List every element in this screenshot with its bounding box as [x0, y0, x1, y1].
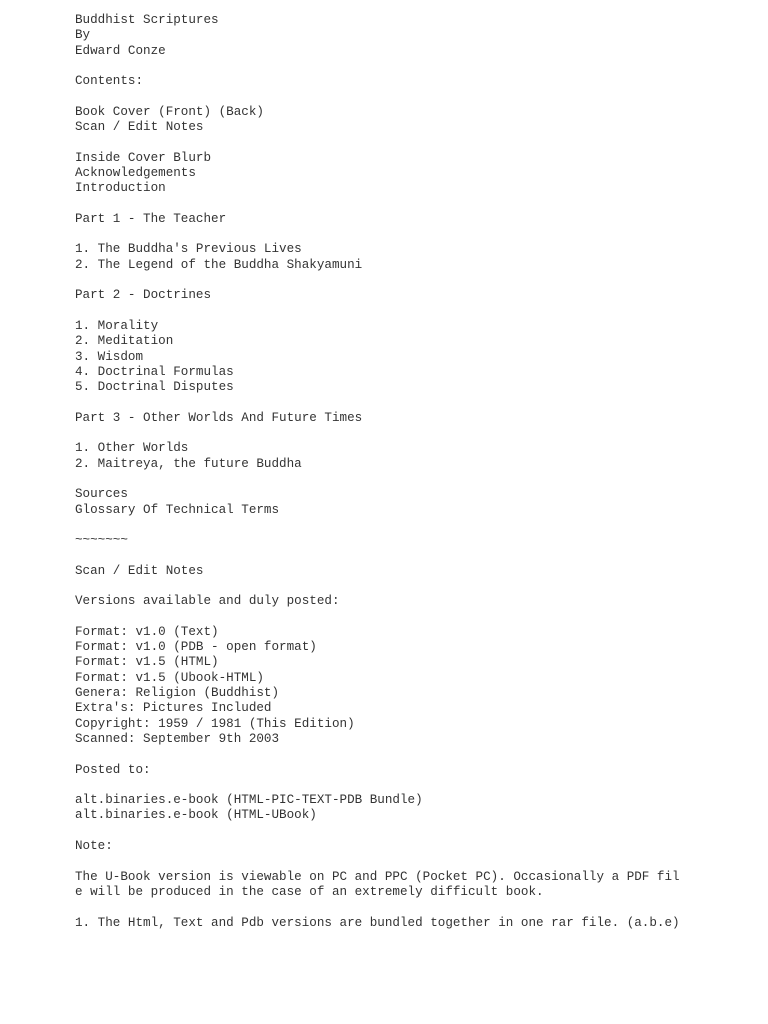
- toc-link-part2-item[interactable]: 2. Meditation: [75, 334, 174, 349]
- posted-newsgroup: alt.binaries.e-book (HTML-PIC-TEXT-PDB Bundle): [75, 793, 423, 808]
- toc-link-sources[interactable]: Sources: [75, 487, 128, 502]
- author-name: Edward Conze: [75, 43, 166, 58]
- toc-link-part2-item[interactable]: 1. Morality: [75, 318, 159, 333]
- part2-heading: Part 2 - Doctrines: [75, 288, 212, 303]
- contents-heading: Contents:: [75, 74, 144, 89]
- toc-link-part3-item[interactable]: 2. Maitreya, the future Buddha: [75, 456, 302, 471]
- book-title: Buddhist Scriptures: [75, 13, 219, 27]
- part3-heading: Part 3 - Other Worlds And Future Times: [75, 410, 363, 425]
- numbered-note: 1. The Html, Text and Pdb versions are bundled together in one rar file. (a.b.e): [75, 915, 680, 930]
- toc-link-part2-item[interactable]: 4. Doctrinal Formulas: [75, 364, 234, 379]
- note-heading: Note:: [75, 839, 113, 854]
- byline-by: By: [75, 28, 91, 43]
- toc-link-acknowledgements[interactable]: Acknowledgements: [75, 165, 196, 180]
- version-detail: Genera: Religion (Buddhist): [75, 686, 280, 701]
- toc-link-book-cover[interactable]: Book Cover (Front) (Back): [75, 104, 264, 119]
- toc-link-introduction[interactable]: Introduction: [75, 181, 166, 196]
- version-detail: Format: v1.5 (HTML): [75, 655, 219, 670]
- note-paragraph-line: The U-Book version is viewable on PC and PPC (Pocket PC). Occasionally a PDF fil: [75, 869, 680, 884]
- version-detail: Format: v1.0 (PDB - open format): [75, 640, 317, 655]
- version-detail: Copyright: 1959 / 1981 (This Edition): [75, 716, 355, 731]
- version-detail: Scanned: September 9th 2003: [75, 731, 280, 746]
- toc-link-part3-item[interactable]: 1. Other Worlds: [75, 441, 189, 456]
- note-paragraph-line: e will be produced in the case of an extremely difficult book.: [75, 884, 544, 899]
- toc-link-part2-item[interactable]: 3. Wisdom: [75, 349, 144, 364]
- toc-link-scan-edit-notes[interactable]: Scan / Edit Notes: [75, 120, 204, 135]
- posted-heading: Posted to:: [75, 762, 151, 777]
- versions-heading: Versions available and duly posted:: [75, 594, 340, 609]
- toc-link-part1-item[interactable]: 2. The Legend of the Buddha Shakyamuni: [75, 257, 363, 272]
- scan-notes-heading: Scan / Edit Notes: [75, 563, 204, 578]
- toc-link-part2-item[interactable]: 5. Doctrinal Disputes: [75, 380, 234, 395]
- version-detail: Format: v1.5 (Ubook-HTML): [75, 670, 264, 685]
- toc-link-part1-item[interactable]: 1. The Buddha's Previous Lives: [75, 242, 302, 257]
- document-body: [75, 13, 755, 931]
- toc-link-glossary[interactable]: Glossary Of Technical Terms: [75, 502, 280, 517]
- section-divider: ~~~~~~~: [75, 533, 128, 548]
- version-detail: Extra's: Pictures Included: [75, 701, 272, 716]
- part1-heading: Part 1 - The Teacher: [75, 211, 227, 226]
- posted-newsgroup: alt.binaries.e-book (HTML-UBook): [75, 808, 317, 823]
- toc-link-inside-cover-blurb[interactable]: Inside Cover Blurb: [75, 150, 212, 165]
- version-detail: Format: v1.0 (Text): [75, 624, 219, 639]
